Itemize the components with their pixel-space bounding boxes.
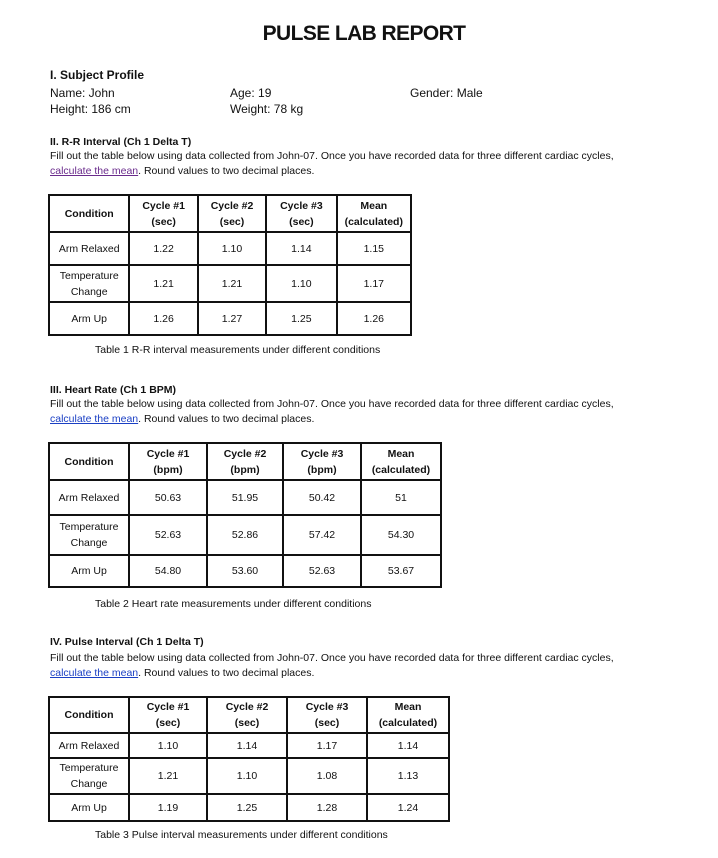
profile-gender: Gender: Male [410, 86, 483, 100]
section-pulse-instructions: Fill out the table below using data collected from John-07. Once you have recorded data for three different cardiac cycles, [50, 652, 614, 664]
profile-height: Height: 186 cm [50, 102, 131, 116]
value-cell: 1.13 [367, 758, 449, 794]
header-cell: Condition [49, 443, 129, 480]
value-cell: 1.21 [129, 758, 207, 794]
header-cell: Cycle #1 (sec) [129, 697, 207, 733]
section-hr-heading: III. Heart Rate (Ch 1 BPM) [50, 384, 177, 396]
section-hr-instructions: Fill out the table below using data collected from John-07. Once you have recorded data for three different cardiac cycles, [50, 398, 614, 410]
value-cell: 1.25 [266, 302, 336, 335]
value-cell: 1.24 [367, 794, 449, 821]
value-cell: 1.10 [198, 232, 266, 265]
profile-weight: Weight: 78 kg [230, 102, 304, 116]
value-cell: 1.14 [367, 733, 449, 758]
value-cell: 1.19 [129, 794, 207, 821]
value-cell: 1.22 [129, 232, 197, 265]
table-row [49, 480, 441, 515]
section-pulse-heading: IV. Pulse Interval (Ch 1 Delta T) [50, 636, 204, 648]
value-cell: 1.26 [129, 302, 197, 335]
value-cell: 52.63 [129, 515, 207, 555]
value-cell: 1.17 [287, 733, 367, 758]
header-cell: Condition [49, 697, 129, 733]
condition-cell: Arm Relaxed [49, 232, 129, 265]
value-cell: 1.08 [287, 758, 367, 794]
table-row [49, 265, 411, 302]
value-cell: 51 [361, 480, 441, 515]
value-cell: 1.17 [337, 265, 411, 302]
rr-interval-table [48, 194, 412, 336]
condition-cell: Temperature Change [49, 515, 129, 555]
table-row [49, 733, 449, 758]
table-caption: Table 1 R-R interval measurements under different conditions [95, 344, 381, 356]
section-pulse-instructions-line2: calculate the mean. Round values to two decimal places. [50, 667, 315, 679]
table-row [49, 515, 441, 555]
header-cell: Mean (calculated) [361, 443, 441, 480]
profile-heading: I. Subject Profile [50, 68, 145, 82]
value-cell: 1.21 [129, 265, 197, 302]
value-cell: 53.67 [361, 555, 441, 587]
header-cell: Mean (calculated) [367, 697, 449, 733]
header-cell: Cycle #1 (sec) [129, 195, 197, 232]
header-cell: Mean (calculated) [337, 195, 411, 232]
table-row [49, 232, 411, 265]
table-caption: Table 3 Pulse interval measurements under different conditions [95, 829, 388, 841]
table-row [49, 758, 449, 794]
value-cell: 1.25 [207, 794, 287, 821]
header-cell: Condition [49, 195, 129, 232]
header-cell: Cycle #3 (sec) [266, 195, 336, 232]
pulse-interval-table [48, 696, 450, 822]
condition-cell: Arm Up [49, 302, 129, 335]
condition-cell: Arm Up [49, 555, 129, 587]
profile-name: Name: John [50, 86, 115, 100]
section-rr-heading: II. R-R Interval (Ch 1 Delta T) [50, 136, 192, 148]
value-cell: 57.42 [283, 515, 361, 555]
value-cell: 52.86 [207, 515, 283, 555]
calculate-mean-link[interactable]: calculate the mean [50, 165, 139, 177]
header-cell: Cycle #3 (bpm) [283, 443, 361, 480]
calculate-mean-link[interactable]: calculate the mean [50, 667, 139, 679]
table-row [49, 555, 441, 587]
value-cell: 1.28 [287, 794, 367, 821]
header-cell: Cycle #2 (sec) [198, 195, 266, 232]
condition-cell: Arm Relaxed [49, 733, 129, 758]
heart-rate-table [48, 442, 442, 588]
value-cell: 51.95 [207, 480, 283, 515]
profile-age: Age: 19 [230, 86, 272, 100]
section-hr-instructions-line2: calculate the mean. Round values to two decimal places. [50, 413, 315, 425]
value-cell: 53.60 [207, 555, 283, 587]
value-cell: 1.10 [129, 733, 207, 758]
value-cell: 1.27 [198, 302, 266, 335]
value-cell: 1.10 [266, 265, 336, 302]
page-title: PULSE LAB REPORT [262, 22, 466, 45]
header-cell: Cycle #2 (bpm) [207, 443, 283, 480]
value-cell: 1.10 [207, 758, 287, 794]
value-cell: 1.15 [337, 232, 411, 265]
section-rr-instructions-line2: calculate the mean. Round values to two decimal places. [50, 165, 315, 177]
value-cell: 1.14 [266, 232, 336, 265]
value-cell: 54.30 [361, 515, 441, 555]
value-cell: 1.26 [337, 302, 411, 335]
table-row [49, 302, 411, 335]
header-cell: Cycle #1 (bpm) [129, 443, 207, 480]
value-cell: 50.42 [283, 480, 361, 515]
value-cell: 52.63 [283, 555, 361, 587]
condition-cell: Temperature Change [49, 265, 129, 302]
value-cell: 54.80 [129, 555, 207, 587]
condition-cell: Temperature Change [49, 758, 129, 794]
table-row [49, 794, 449, 821]
calculate-mean-link[interactable]: calculate the mean [50, 413, 139, 425]
header-cell: Cycle #3 (sec) [287, 697, 367, 733]
value-cell: 1.14 [207, 733, 287, 758]
value-cell: 1.21 [198, 265, 266, 302]
table-caption: Table 2 Heart rate measurements under different conditions [95, 598, 372, 610]
section-rr-instructions: Fill out the table below using data collected from John-07. Once you have recorded data for three different cardiac cycles, [50, 150, 614, 162]
header-cell: Cycle #2 (sec) [207, 697, 287, 733]
condition-cell: Arm Relaxed [49, 480, 129, 515]
condition-cell: Arm Up [49, 794, 129, 821]
value-cell: 50.63 [129, 480, 207, 515]
